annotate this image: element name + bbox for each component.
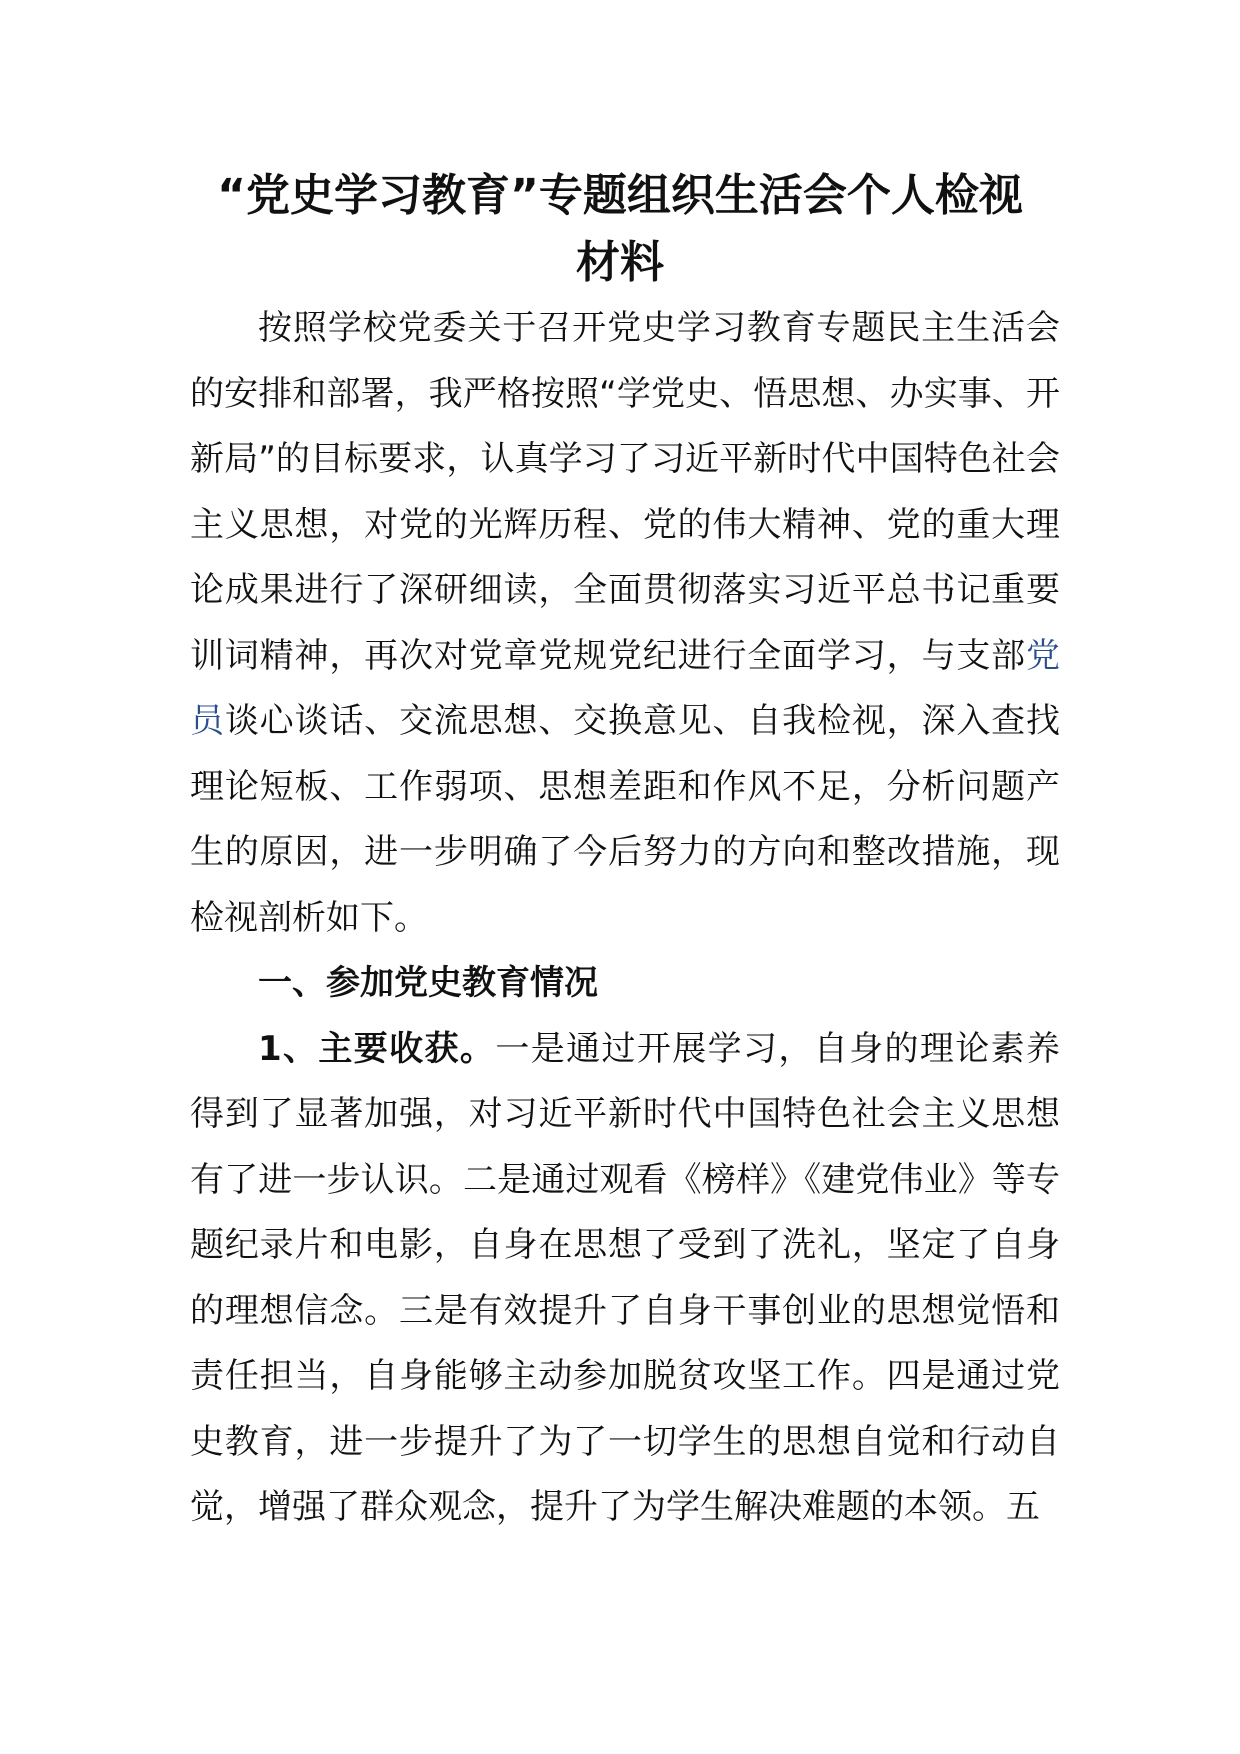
intro-text-part-2: 谈心谈话、交流思想、交换意见、自我检视，深入查找理论短板、工作弱项、思想差距和作风不足，分析问题产生的原因，进一步明确了今后努力的方向和整改措施，现检视剖析如下。 [190, 701, 1061, 938]
section-1-heading: 一、参加党史教育情况 [258, 963, 598, 1003]
item-1-paragraph [190, 1017, 1060, 1541]
document-title-line-1: “党史学习教育”专题组织生活会个人检视 [217, 170, 1023, 221]
party-member-link[interactable]: 党员 [190, 635, 1060, 741]
document-title-line-2: 材料 [576, 237, 664, 288]
item-1-lead: 1、主要收获。 [258, 1028, 496, 1069]
intro-paragraph [190, 296, 1060, 951]
item-1-text: 一是通过开展学习，自身的理论素养得到了显著加强，对习近平新时代中国特色社会主义思想有了进一步认识。二是通过观看《榜样》《建党伟业》等专题纪录片和电影，自身在思想了受到了洗礼，坚定了自身的理想信念。三是有效提升了自身干事创业的思想觉悟和责任担当，自身能够主动参加脱贫攻坚工作。四是通过党史教育，进一步提升了为了一切学生的思想自觉和行动自觉，增强了群众观念，提升了为学生解决难题的本领。五 [190, 1028, 1060, 1527]
intro-text-part-1: 按照学校党委关于召开党史学习教育专题民主生活会的安排和部署，我严格按照“学党史、悟思想、办实事、开新局”的目标要求，认真学习了习近平新时代中国特色社会主义思想，对党的光辉历程、党的伟大精神、党的重大理论成果进行了深研细读，全面贯彻落实习近平总书记重要训词精神，再次对党章党规党纪进行全面学习，与支部 [190, 308, 1060, 676]
document-body [190, 296, 1060, 1541]
